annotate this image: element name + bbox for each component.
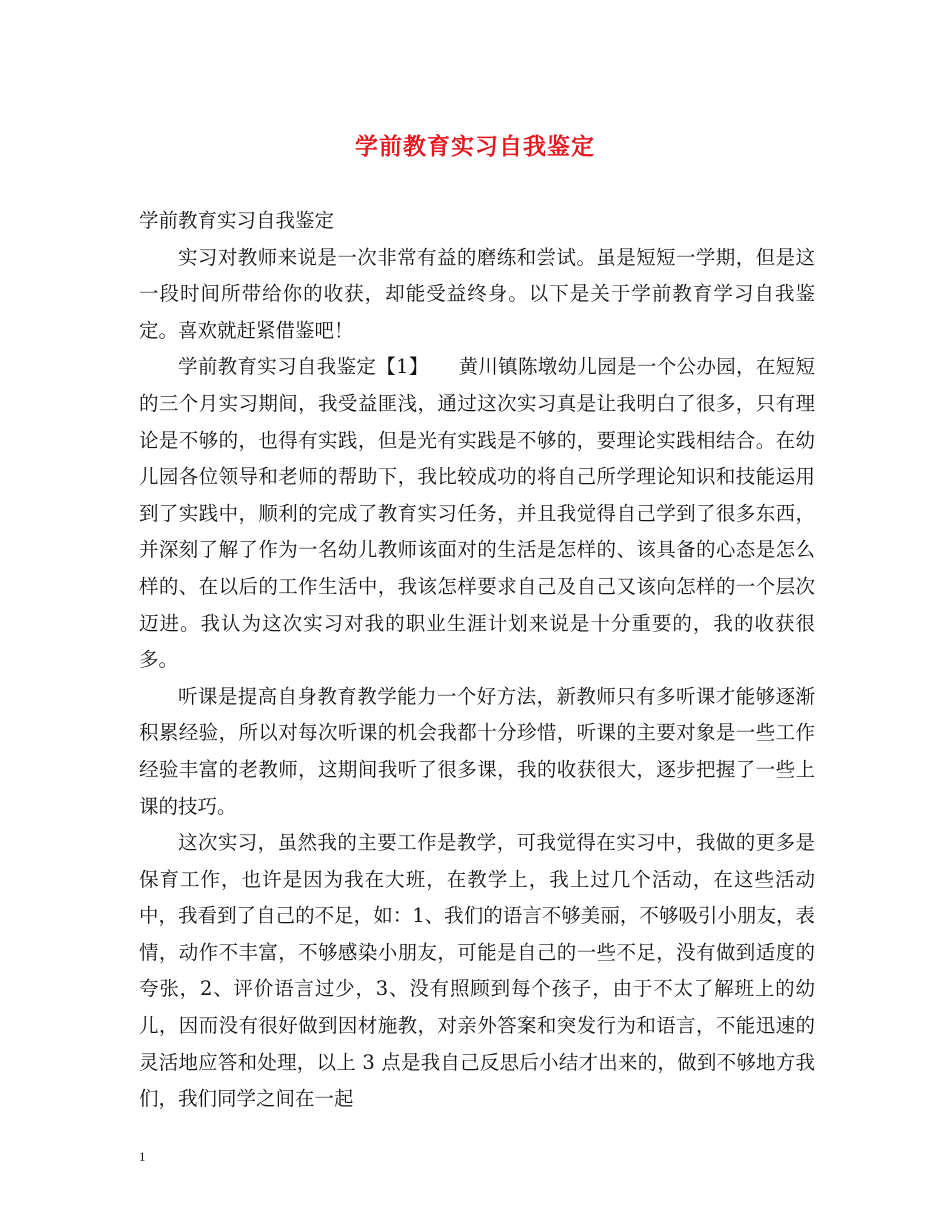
body-paragraph-1: 学前教育实习自我鉴定【1】 黄川镇陈墩幼儿园是一个公办园，在短短的三个月实习期间，我受益匪浅，通过这次实习真是让我明白了很多，只有理论是不够的，也得有实践，但是光有实践是不够的，要理论实践相结合。在幼儿园各位领导和老师的帮助下，我比较成功的将自己所学理论知识和技能运用到了实践中，顺利的完成了教育实习任务，并且我觉得自己学到了很多东西，并深刻了解了作为一名幼儿教师该面对的生活是怎样的、该具备的心态是怎么样的、在以后的工作生活中，我该怎样要求自己及自己又该向怎样的一个层次迈进。我认为这次实习对我的职业生涯计划来说是十分重要的，我的收获很多。 <box>139 355 815 672</box>
intro-paragraph: 实习对教师来说是一次非常有益的磨练和尝试。虽是短短一学期，但是这一段时间所带给你的收获，却能受益终身。以下是关于学前教育学习自我鉴定。喜欢就赶紧借鉴吧！ <box>139 245 815 342</box>
page-number: 1 <box>139 1149 146 1164</box>
document-title: 学前教育实习自我鉴定 <box>355 133 595 160</box>
body-paragraph-2: 听课是提高自身教育教学能力一个好方法，新教师只有多听课才能够逐渐积累经验，所以对每次听课的机会我都十分珍惜，听课的主要对象是一些工作经验丰富的老教师，这期间我听了很多课，我的收获很大，逐步把握了一些上课的技巧。 <box>139 684 815 818</box>
document-body <box>139 203 815 1118</box>
subtitle-paragraph: 学前教育实习自我鉴定 <box>139 209 335 232</box>
body-paragraph-3: 这次实习，虽然我的主要工作是教学，可我觉得在实习中，我做的更多是保育工作，也许是因为我在大班，在教学上，我上过几个活动，在这些活动中，我看到了自己的不足，如：1、我们的语言不够美丽，不够吸引小朋友，表情，动作不丰富，不够感染小朋友，可能是自己的一些不足，没有做到适度的夸张，2、评价语言过少，3、没有照顾到每个孩子，由于不太了解班上的幼儿，因而没有很好做到因材施教，对亲外答案和突发行为和语言，不能迅速的灵活地应答和处理，以上 3 点是我自己反思后小结才出来的，做到不够地方我们，我们同学之间在一起 <box>139 831 815 1111</box>
